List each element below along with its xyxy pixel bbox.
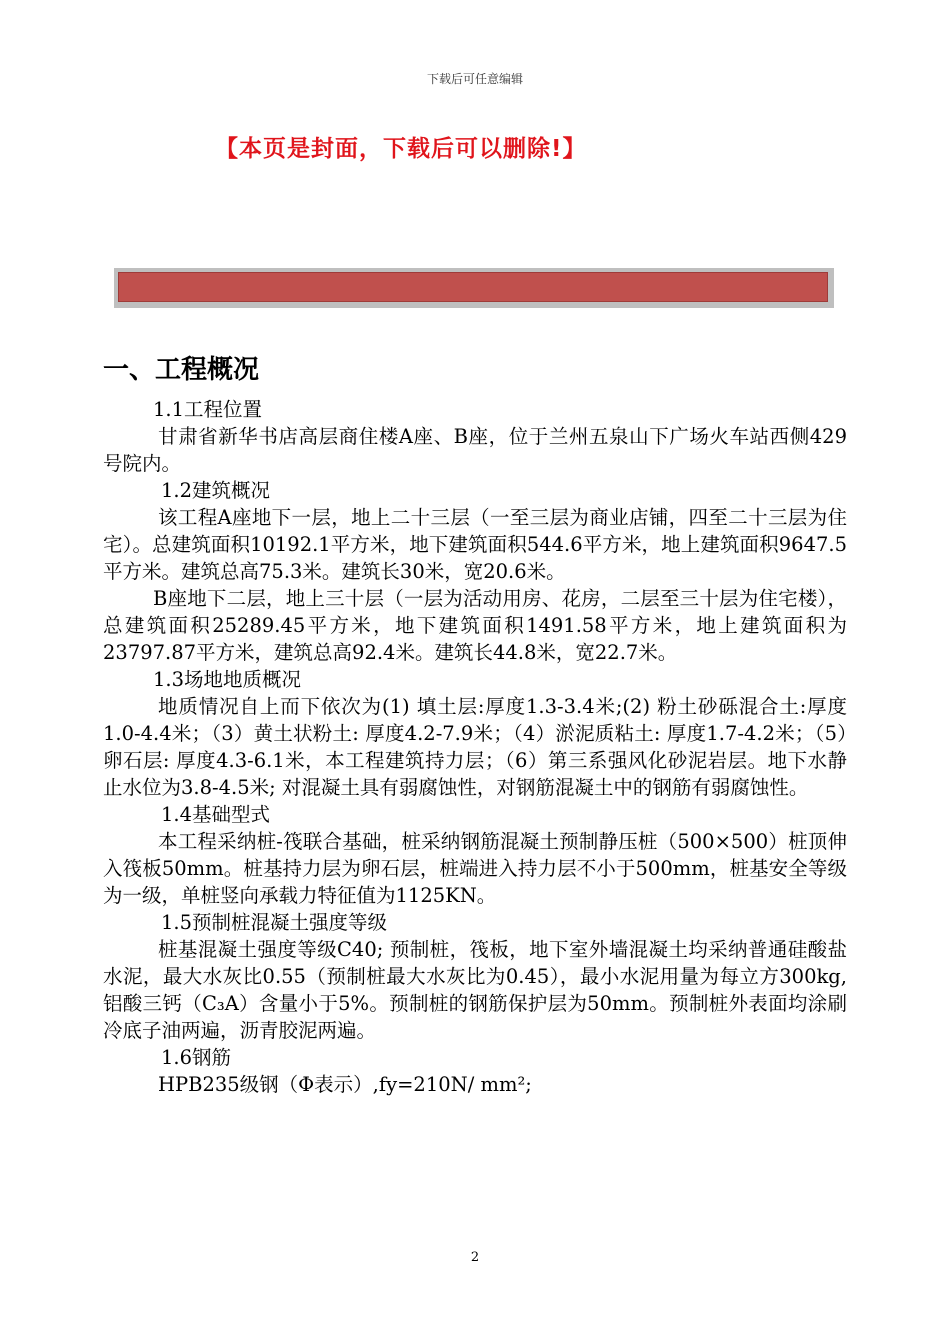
document-body	[103, 350, 847, 1098]
subsection-title-1-6: 1.6钢筋	[161, 1046, 232, 1069]
subsection-title-1-1: 1.1工程位置	[153, 398, 263, 421]
paragraph-building-a: 该工程A座地下一层，地上二十三层（一至三层为商业店铺，四至二十三层为住宅）。总建筑面积10192.1平方米，地下建筑面积544.6平方米，地上建筑面积9647.5平方米。建筑总高75.3米。建筑长30米，宽20.6米。	[103, 506, 847, 583]
section-title: 一、工程概况	[103, 355, 260, 385]
decorative-banner	[114, 268, 834, 308]
subsection-title-1-2: 1.2建筑概况	[161, 479, 271, 502]
subsection-title-1-3: 1.3场地地质概况	[153, 668, 302, 691]
banner-bar	[118, 272, 828, 302]
subsection-title-1-4: 1.4基础型式	[161, 803, 271, 826]
paragraph-location: 甘肃省新华书店高层商住楼A座、B座，位于兰州五泉山下广场火车站西侧429号院内。	[103, 425, 847, 475]
header-note: 下载后可任意编辑	[426, 72, 523, 86]
page-number: 2	[470, 1250, 480, 1265]
paragraph-foundation: 本工程采纳桩-筏联合基础，桩采纳钢筋混凝土预制静压桩（500×500）桩顶伸入筏板50mm。桩基持力层为卵石层，桩端进入持力层不小于500mm，桩基安全等级为一级，单桩竖向承载力特征值为1125KN。	[103, 830, 847, 907]
paragraph-rebar: HPB235级钢（Φ表示）,fy=210N/ mm²;	[158, 1073, 532, 1096]
paragraph-concrete: 桩基混凝土强度等级C40; 预制桩，筏板，地下室外墙混凝土均采纳普通硅酸盐水泥，最大水灰比0.55（预制桩最大水灰比为0.45），最小水泥用量为每立方300kg,铝酸三钙（C₃A）含量小于5%。预制桩的钢筋保护层为50mm。预制桩外表面均涂刷冷底子油两遍，沥青胶泥两遍。	[103, 938, 847, 1042]
paragraph-building-b: B座地下二层，地上三十层（一层为活动用房、花房，二层至三十层为住宅楼），总建筑面积25289.45平方米，地下建筑面积1491.58平方米，地上建筑面积为23797.87平方米，建筑总高92.4米。建筑长44.8米，宽22.7米。	[103, 587, 847, 664]
subsection-title-1-5: 1.5预制桩混凝土强度等级	[161, 911, 388, 934]
paragraph-geology: 地质情况自上而下依次为(1) 填土层:厚度1.3-3.4米;(2) 粉土砂砾混合土:厚度1.0-4.4米；（3）黄土状粉土: 厚度4.2-7.9米；（4）淤泥质粘土: 厚度1.7-4.2米；（5）卵石层: 厚度4.3-6.1米，本工程建筑持力层；（6）第三系强风化砂泥岩层。地下水静止水位为3.8-4.5米; 对混凝土具有弱腐蚀性，对钢筋混凝土中的钢筋有弱腐蚀性。	[103, 695, 847, 799]
cover-note: 【本页是封面，下载后可以删除!】	[215, 136, 587, 162]
